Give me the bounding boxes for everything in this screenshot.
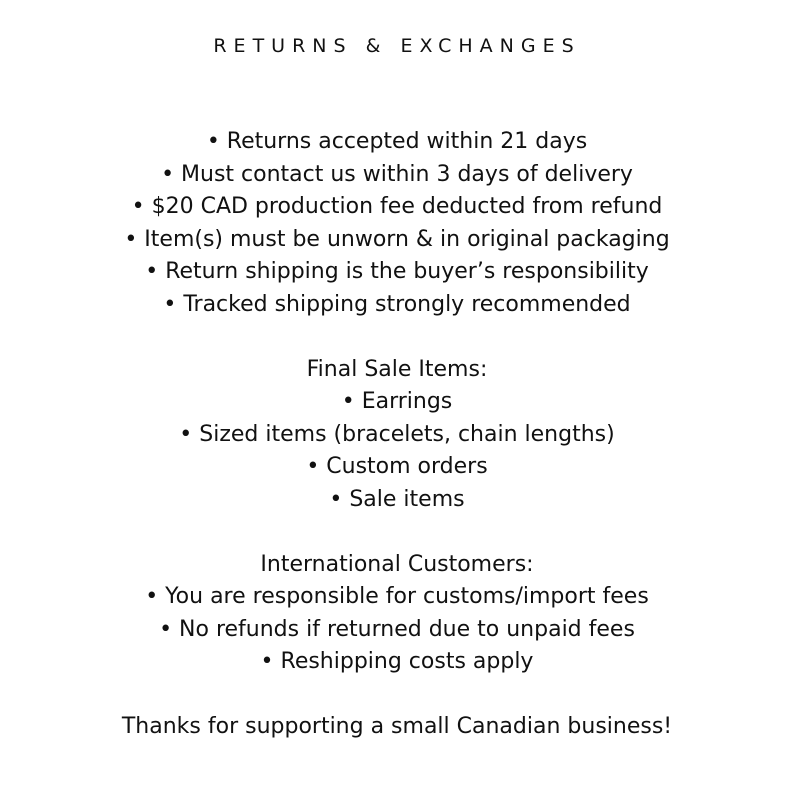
section-spacer <box>0 679 794 712</box>
final-sale-item: • Sale items <box>329 486 465 512</box>
policy-item: • Item(s) must be unworn & in original packaging <box>124 226 670 252</box>
policy-item: • $20 CAD production fee deducted from refund <box>131 194 663 219</box>
final-sale-heading: Final Sale Items: <box>306 356 488 382</box>
international-item: • No refunds if returned due to unpaid fees <box>159 616 635 642</box>
international-item: • Reshipping costs apply <box>260 649 534 674</box>
final-sale-item: • Custom orders <box>306 454 488 479</box>
final-sale-item: • Sized items (bracelets, chain lengths) <box>179 421 615 447</box>
policy-item: • Return shipping is the buyer’s responsibility <box>145 259 649 284</box>
international-heading: International Customers: <box>260 551 534 577</box>
closing-message: Thanks for supporting a small Canadian business! <box>121 714 673 739</box>
policy-body <box>0 126 794 744</box>
policy-item: • Returns accepted within 21 days <box>206 129 588 154</box>
policy-item: • Must contact us within 3 days of delivery <box>161 161 633 187</box>
policy-item: • Tracked shipping strongly recommended <box>163 291 631 317</box>
international-item: • You are responsible for customs/import fees <box>145 584 649 609</box>
page-title: RETURNS & EXCHANGES <box>213 35 581 57</box>
section-spacer <box>0 321 794 354</box>
final-sale-item: • Earrings <box>341 389 453 414</box>
section-spacer <box>0 516 794 549</box>
